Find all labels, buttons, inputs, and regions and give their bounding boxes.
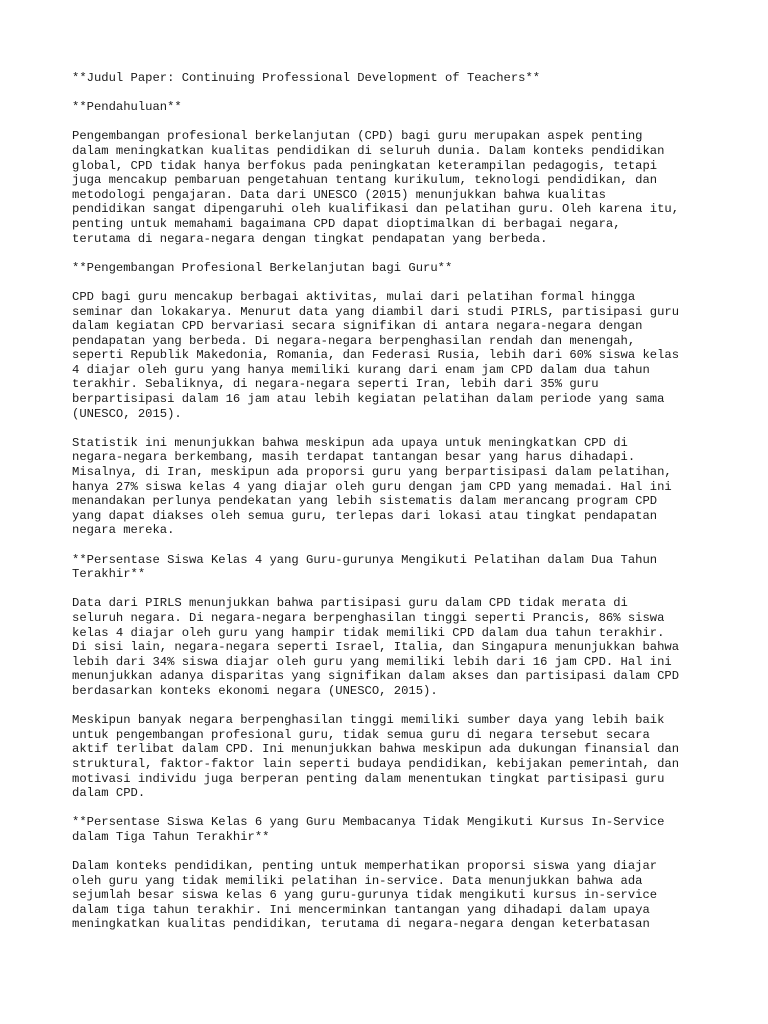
document-page <box>72 71 712 947</box>
paragraph: CPD bagi guru mencakup berbagai aktivitas, mulai dari pelatihan formal hingga seminar dan lokakarya. Menurut data yang diambil dari studi PIRLS, partisipasi guru dalam kegiatan CPD bervariasi secara signifikan di antara negara-negara dengan pendapatan yang berbeda. Di negara-negara berpenghasilan rendah dan menengah, seperti Republik Makedonia, Romania, dan Federasi Rusia, lebih dari 60% siswa kelas 4 diajar oleh guru yang hanya memiliki kurang dari enam jam CPD dalam dua tahun terakhir. Sebaliknya, di negara-negara seperti Iran, lebih dari 35% guru berpartisipasi dalam 16 jam atau lebih kegiatan pelatihan dalam periode yang sama (UNESCO, 2015). <box>72 289 680 421</box>
section-heading: **Persentase Siswa Kelas 4 yang Guru-gurunya Mengikuti Pelatihan dalam Dua Tahun Terakhir** <box>72 552 658 582</box>
section-heading: **Pengembangan Profesional Berkelanjutan bagi Guru** <box>72 260 453 275</box>
paragraph: Statistik ini menunjukkan bahwa meskipun ada upaya untuk meningkatkan CPD di negara-negara berkembang, masih terdapat tantangan besar yang harus dihadapi. Misalnya, di Iran, meskipun ada proporsi guru yang berpartisipasi dalam pelatihan, hanya 27% siswa kelas 4 yang diajar oleh guru dengan jam CPD yang memadai. Hal ini menandakan perlunya pendekatan yang lebih sistematis dalam merancang program CPD yang dapat diakses oleh semua guru, terlepas dari lokasi atau tingkat pendapatan negara mereka. <box>72 435 672 538</box>
section-heading: **Persentase Siswa Kelas 6 yang Guru Membacanya Tidak Mengikuti Kursus In-Service dalam Tiga Tahun Terakhir** <box>72 815 665 844</box>
document-title: **Judul Paper: Continuing Professional Development of Teachers** <box>72 71 541 85</box>
paragraph: Pengembangan profesional berkelanjutan (CPD) bagi guru merupakan aspek penting dalam meningkatkan kualitas pendidikan di seluruh dunia. Dalam konteks pendidikan global, CPD tidak hanya berfokus pada peningkatan keterampilan pedagogis, tetapi juga mencakup pembaruan pengetahuan tentang kurikulum, teknologi pendidikan, dan metodologi pengajaran. Data dari UNESCO (2015) menunjukkan bahwa kualitas pendidikan sangat dipengaruhi oleh kualifikasi dan pelatihan guru. Oleh karena itu, penting untuk memahami bagaimana CPD dapat dioptimalkan di berbagai negara, terutama di negara-negara dengan tingkat pendapatan yang berbeda. <box>72 129 680 246</box>
paragraph: Dalam konteks pendidikan, penting untuk memperhatikan proporsi siswa yang diajar oleh guru yang tidak memiliki pelatihan in-service. Data menunjukkan bahwa ada sejumlah besar siswa kelas 6 yang guru-gurunya tidak mengikuti kursus in-service dalam tiga tahun terakhir. Ini mencerminkan tantangan yang dihadapi dalam upaya meningkatkan kualitas pendidikan, terutama di negara-negara dengan keterbatasan <box>72 859 658 932</box>
paragraph: Data dari PIRLS menunjukkan bahwa partisipasi guru dalam CPD tidak merata di seluruh negara. Di negara-negara berpenghasilan tinggi seperti Prancis, 86% siswa kelas 4 diajar oleh guru yang hampir tidak memiliki CPD dalam dua tahun terakhir. Di sisi lain, negara-negara seperti Israel, Italia, dan Singapura menunjukkan bahwa lebih dari 34% siswa diajar oleh guru yang memiliki lebih dari 16 jam CPD. Hal ini menunjukkan adanya disparitas yang signifikan dalam akses dan partisipasi dalam CPD berdasarkan konteks ekonomi negara (UNESCO, 2015). <box>72 596 680 698</box>
paragraph: Meskipun banyak negara berpenghasilan tinggi memiliki sumber daya yang lebih baik untuk pengembangan profesional guru, tidak semua guru di negara tersebut secara aktif terlibat dalam CPD. Ini menunjukkan bahwa meskipun ada dukungan finansial dan struktural, faktor-faktor lain seperti budaya pendidikan, kebijakan pemerintah, dan motivasi individu juga berperan penting dalam menentukan tingkat partisipasi guru dalam CPD. <box>72 713 680 801</box>
section-heading: **Pendahuluan** <box>72 100 182 115</box>
